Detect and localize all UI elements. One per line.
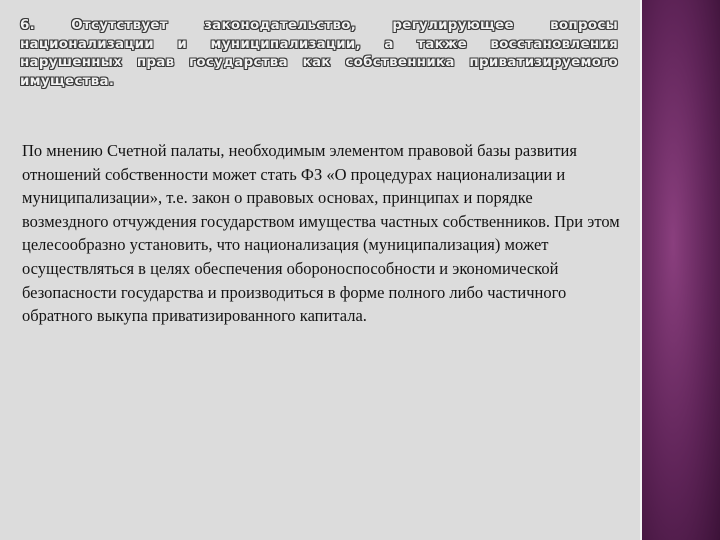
decorative-side-panel <box>642 0 720 540</box>
slide-title: 6. Отсутствует законодательство, регулирующее вопросы национализации и муниципализации, а также восстановления нарушенных прав государства как собственника приватизируемого имущества. <box>20 18 618 89</box>
slide-body-text: По мнению Счетной палаты, необходимым элементом правовой базы развития отношений собственности может стать ФЗ «О процедурах национализации и муниципализации», т.е. закон о правовых основах, принципах и порядке возмездного отчуждения государством имущества частных собственников. При этом целесообразно установить, что национализация (муниципализация) может осуществляться в целях обеспечения обороноспособности и экономической безопасности государства и производиться в форме полного либо частичного обратного выкупа приватизированного капитала. <box>22 141 620 326</box>
